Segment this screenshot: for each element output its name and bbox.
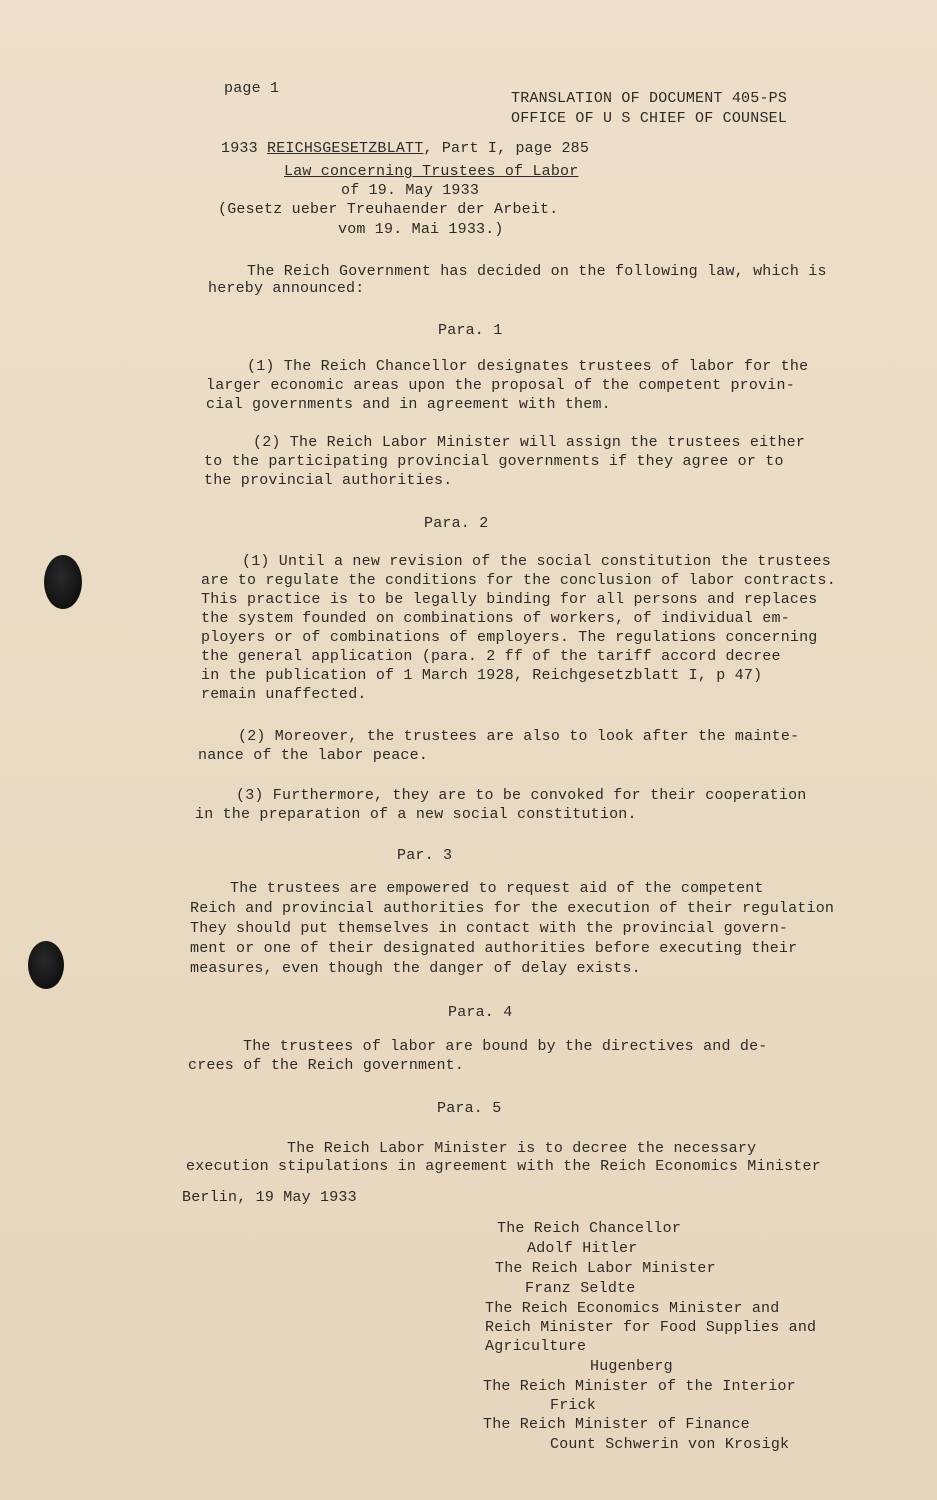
signature-line: The Reich Labor Minister [495,1260,716,1277]
signature-line: Reich Minister for Food Supplies and [485,1319,817,1336]
signature-line: The Reich Chancellor [497,1220,682,1237]
dateline: Berlin, 19 May 1933 [182,1189,357,1206]
para-line: remain unaffected. [201,686,367,703]
signature-name: Hugenberg [590,1358,673,1375]
para-line: The trustees are empowered to request aid of the competent [230,880,764,897]
section-heading: Para. 4 [448,1004,513,1021]
page-label: page 1 [224,80,280,97]
para-line: in the preparation of a new social constitution. [195,806,637,823]
signature-line: The Reich Economics Minister and [485,1300,780,1317]
para-line: the provincial authorities. [204,472,453,489]
signature-line: Agriculture [485,1338,587,1355]
punch-hole-bottom [28,941,64,989]
section-heading: Para. 2 [424,515,489,532]
para-line: in the publication of 1 March 1928, Reichgesetzblatt I, p 47) [201,667,763,684]
citation-german-date: vom 19. Mai 1933.) [338,221,504,238]
para-line: measures, even though the danger of delay exists. [190,960,641,977]
para-line: (2) Moreover, the trustees are also to look after the mainte- [238,728,800,745]
para-line: larger economic areas upon the proposal of the competent provin- [206,377,795,394]
para-line: nance of the labor peace. [198,747,429,764]
signature-line: The Reich Minister of Finance [483,1416,750,1433]
preamble-line-1: The Reich Government has decided on the following law, which is [247,263,827,280]
para-line: This practice is to be legally binding for all persons and replaces [201,591,818,608]
para-line: The Reich Labor Minister is to decree the necessary [287,1140,757,1157]
translation-title: TRANSLATION OF DOCUMENT 405-PS [511,90,788,107]
citation-title: Law concerning Trustees of Labor [284,163,579,180]
para-line: (2) The Reich Labor Minister will assign the trustees either [253,434,806,451]
para-line: to the participating provincial governments if they agree or to [204,453,784,470]
signature-name: Adolf Hitler [527,1240,638,1257]
citation-german-title: (Gesetz ueber Treuhaender der Arbeit. [218,201,559,218]
citation-year: 1933 [221,140,258,157]
para-line: ployers or of combinations of employers. The regulations concerning [201,629,818,646]
para-line: (1) Until a new revision of the social constitution the trustees [242,553,831,570]
signature-line: The Reich Minister of the Interior [483,1378,796,1395]
para-line: are to regulate the conditions for the conclusion of labor contracts. [201,572,836,589]
para-line: ment or one of their designated authorities before executing their [190,940,798,957]
para-line: (1) The Reich Chancellor designates trustees of labor for the [247,358,809,375]
para-line: the system founded on combinations of workers, of individual em- [201,610,790,627]
para-line: Reich and provincial authorities for the execution of their regulation [190,900,835,917]
para-line: They should put themselves in contact with the provincial govern- [190,920,789,937]
punch-hole-top [44,555,82,609]
para-line: the general application (para. 2 ff of the tariff accord decree [201,648,781,665]
office-line: OFFICE OF U S CHIEF OF COUNSEL [511,110,788,127]
citation-line-1 [221,140,589,157]
signature-name: Frick [550,1397,597,1414]
para-line: The trustees of labor are bound by the directives and de- [243,1038,768,1055]
citation-source: REICHSGESETZBLATT [267,140,424,157]
para-line: crees of the Reich government. [188,1057,465,1074]
para-line: cial governments and in agreement with them. [206,396,611,413]
section-heading: Para. 5 [437,1100,502,1117]
section-heading: Par. 3 [397,847,453,864]
preamble-line-2: hereby announced: [208,280,365,297]
signature-name: Franz Seldte [525,1280,636,1297]
signature-name: Count Schwerin von Krosigk [550,1436,790,1453]
citation-date: of 19. May 1933 [341,182,480,199]
citation-part: , Part I, page 285 [423,140,590,157]
para-line: execution stipulations in agreement with the Reich Economics Minister [186,1158,821,1175]
section-heading: Para. 1 [438,322,503,339]
para-line: (3) Furthermore, they are to be convoked for their cooperation [236,787,807,804]
